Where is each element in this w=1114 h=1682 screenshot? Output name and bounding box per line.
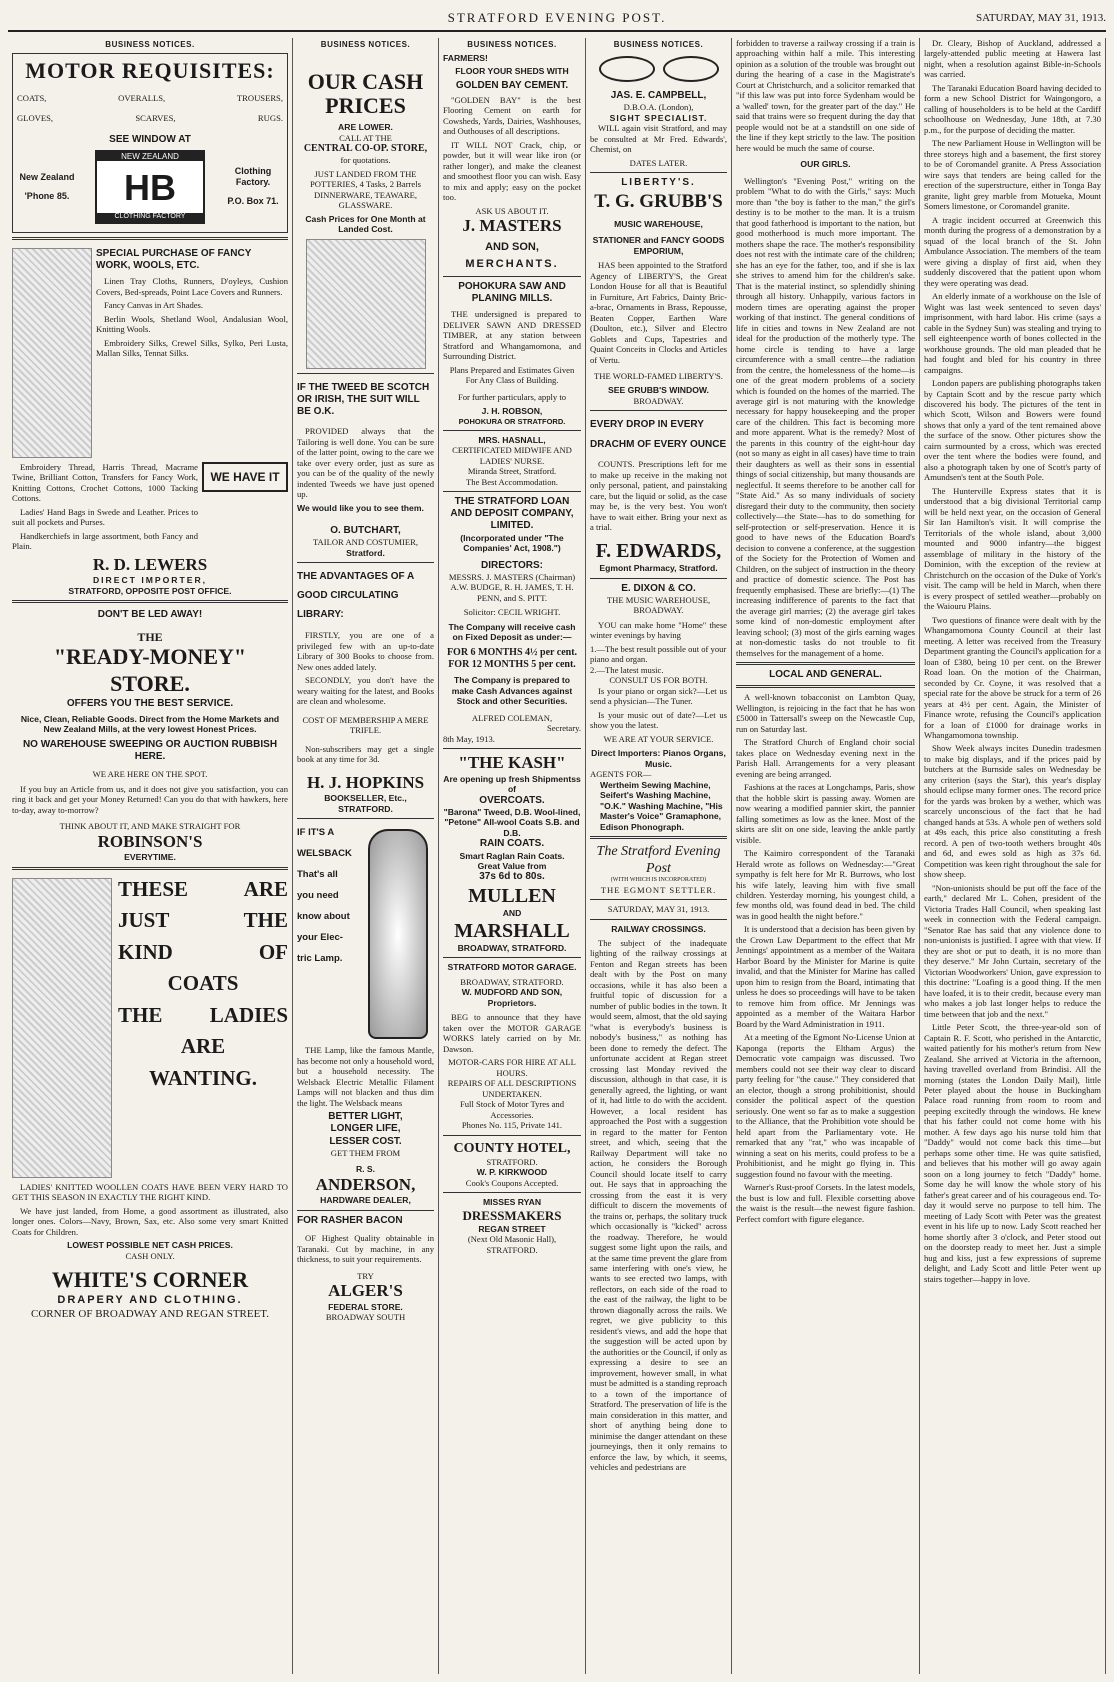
item: GLOVES, [17, 113, 54, 124]
motor-title: MOTOR REQUISITES: [25, 57, 275, 83]
motor-ad [12, 53, 288, 233]
fancy-ad: SPECIAL PURCHASE OF FANCY WORK, WOOLS, ETC. Linen Tray Cloths, Runners, D'oyleys, Cushion Covers, Bed-spreads, Point Lace Covers and Runners. Fancy Canvas in Art Shades. Berlin Wools, Shetland Wool, Andalusian Wool, Knitting Wools. Embroidery Silks, Crewel Silks, Sylko, Peri Lusta, Mallan Silks, Tennat Silks. [12, 244, 288, 462]
see-window: SEE WINDOW AT [109, 133, 191, 145]
the-kash: "THE KASH" [458, 752, 566, 772]
coat-illustration [12, 878, 112, 1178]
item: TROUSERS, [236, 92, 283, 103]
tweed-title: IF THE TWEED BE SCOTCH OR IRISH, THE SUIT WILL BE O.K. [297, 381, 430, 418]
item: RUGS. [257, 113, 283, 124]
our-cash-prices: OUR CASH PRICES [307, 68, 424, 118]
nz-left: New Zealand [19, 171, 75, 182]
column-6: Dr. Cleary, Bishop of Auckland, addressed a largely-attended public meeting at Hawera last night, when a resolution against Bible-in-Schools was carried. The Taranaki Education Board having decided to form a new School District for Waingongoro, a calling of householders is to be held at the Cardiff schoolhouse on Wednesday, June 18th, at 7.30 p.m., for the purpose of deciding the matter. The new Parliament House in Wellington will be three storeys high and a basement, the first storey to be of Coromandel granite. A Press Association wire says that tenders are being called for the erection of the superstructure, either in Tonga Bay granite, light grey marble from Motueka, Mount Somers limestone, or Coromandel granite. A tragic incident occurred at Greenwich this month during the progress of a demonstration by a squad of the local branch of the St. John Ambulance Association. The members of the team were giving a display of first aid, when they suddenly discovered that the patient upon whom they were operating was dead. An elderly inmate of a workhouse on the Isle of Wight was last week sentenced to seven days' imprisonment, with hard labor. His crime (says a cable in the Sydney Sun) was stealing and trying to sell eighteenpence worth of bones collected in the workhouse grounds. The old man pleaded that he had fought and bled for his country in three campaigns. London papers are publishing photographs taken by Captain Scott and by the rescue party which discovered his body. The pictures of the tent in which Scott, Wilson and Bowers were found shows that only a yard of the tent remained above the surface of the snow. Other pictures show the cairn surmounted by a cross, which was erected over the tent where the bodies were found, and also a photograph taken by one of Scott's party of Amundsen's tent at the South Pole. The Hunterville Express states that it is understood that a big divisional Territorial camp will be held next year, on the occasion of General Sir Ian Hamilton's visit. It will comprise the Territorials of the whole island, about 3,000 mounted and 9000 infantry—the biggest assemblage of military in the history of the Dominion, with the exception of the review at Christchurch on the occasion of the Duke of York's visit. The camp will be held in March, when there is every prospect of settled weather—probably on the Waiouru Plains. Two questions of finance were dealt with by the Whangamomona County Council at their last meeting. A letter was received from the Treasury Department granting the Council's application for a loan of £380, being 10 per cent. on the Brewer Road loan. On the motion of the Chairman, seconded by Cr. Coyne, it was resolved that a special rate for the above be struck for a term of 26 years at 4½ per cent. Again, the Minister of Finance wrote, refusing the Council's application for a loan of £1000 for drainage works in Whangamomona township. Show Week always incites Dunedin tradesmen to make big displays, and if the prices paid by butchers at the Burnside sales on Wednesday be any criterion (says the Star), this year's display should eclipse many former ones. The record price for the yards was broken by a wether, which was scarcely unconscious of the fact that he had changed hands at 53s. A whole pen of wethers sold at 49s each, this price also constituting a fresh record. A pen of two-tooth wethers brought 40s and 6d, and ewes sold as high as 37s 6d. Competition was keen right throughout the sale for show sheep. "Non-unionists should be put off the face of the earth," declared Mr L. Cohen, president of the Victoria Trades Hall Council, when speaking last week in connection with the Federal campaign. "Senator Rae has said that any violence done to non-unionists is justified. I agree with that view. If they are shot or put to death, it is no more than they deserve." Mr John Curtain, secretary of the Victorian Woodworkers' Union, gave expression to this doctrine: "Loafing is a good thing. If the men have loafed, it is to their credit, because every man who makes a job last longer helps to reduce the time between that job and the next." Little Peter Scott, the three-year-old son of Captain R. F. Scott, who perished in the Antarctic, waited patiently for his mother's return from New Zealand. She arrived at Victoria in the afternoon, having travelled overland from Brindisi. All the morning (states the London Daily Mail), little Peter played about the house in Buckingham Palace road running from room to room and peeping excitedly through the windows. He knew that his father could not come home with his mother. A few days ago his nurse told him that "Daddy" would not come back this time—but perhaps some other time. He was quite satisfied, and believes that his mother will go away again soon on a long journey to fetch "Daddy" home. Some day he will know the whole story of his father's great career and of his courageous end. To-day it would serve no purpose to tell him. The meeting of Lady Scott with Peter was the greatest event in his life up to now. Lady Scott reached her home shortly after 3 o'clock, and Peter stood out on the doorstep ready to meet her. Just a simple hug and kiss, just a few expressions of supreme delight, and Lady Scott and little Peter went up stairs together—happy in love. [920, 38, 1106, 1674]
lady-illustration [12, 248, 92, 458]
hb-logo: NEW ZEALAND HB CLOTHING FACTORY [95, 150, 205, 224]
column-5: forbidden to traverse a railway crossing if a train is approaching within half a mile. This interesting opinion as a solution of the trouble was brought out during the hearing of a case in the Magistrate's Court at Christchurch, and a solicitor remarked that "if this law was put into force Sydenham would be a 'walled' town, for the greater part of the day." He said that trains were so frequent during the day that people would not be at a standstill on one side of the line if they kept strictly to the law. The position here would be much the same of course. OUR GIRLS. Wellington's "Evening Post," writing on the problem "What to do with the Girls," says: Much more than "the boy is father to the man," the girl's destiny is to be mother to the man. It is a truism that good fatherhood is important to the nation, but good motherhood is much more important. The mothers shape the race. The mother's responsibility does not rest with the intimate care of the children; she has an eye for the father, too, and if she is lax she strives to amend him for the children's sake. That is the material instinct, so splendidly shining through all history. Unhappily, various factors in modern times are operating against the proper working of that instinct. The general conditions of life in cities and towns in New Zealand are not ideal for the production of the motherly type. The home circle is tending to have a large circumference with a small centre—the radiation from the centre, the homelessness of the home—is one of the great modern problems of a society which is founded on the homes of the married. The average girl is not maturing with the knowledge necessary for happy housekeeping and the proper care of the children. This fact is becoming more and more apparent. What is the remedy? Most of the parents in this country of the eight-hour day (not so many as eight in all cases) have time to train their daughters as well as their sons in essential things of social citizenship, but many thousands are neglectful. It seems therefore to be another call for "State Aid." As so many individuals of society disregard their duty to the community, then society collectively—the State—has to do something for self-protection or self-preservation. Hence it is good to have news of the Education Board's decision to convene a conference, at the suggestion of the Society for the Protection of Women and Children, on the subject of instruction in the theory and practice of domestic science. The Post has frequently emphasised. These are briefly:—(1) The increasing indifference of parents to the fact that the average girl marries; (2) the average girl takes some kind of non-domestic employment after leaving school; (3) most of the girls earning wages at non-domestic tasks do not trouble to fit themselves for the management of a home. LOCAL AND GENERAL. A well-known tobacconist on Lambton Quay, Wellington, is rejoicing in the fact that he has won £5000 in Tattersall's sweep on the Newcastle Cup, run on Saturday last. The Stratford Church of England choir social takes place on Wednesday evening next in the Parish Hall. Arrangements for a very pleasant evening are being arranged. Fashions at the races at Longchamps, Paris, show that the hobble skirt is passing away. Women are now wearing a modified pannier skirt, the pannier falling sometimes as low as the knee. Most of the skirts are slit on one side, leaving the ankle partly visible. The Kaimiro correspondent of the Taranaki Herald wrote as follows on Wednesday:—"Great sympathy is felt here for Mr R. Burrows, who lost his wife lately, leaving him with five small children. Yesterday morning, his youngest child, a few months old, was found dead in bed. The child was in good health the night before." It is understood that a decision has been given by the Crown Law Department to the effect that Mr Jennings' appointment as a member of the Waitara Harbor Board by the Minister for Marine is quite invalid, and that the Minister for Marine has called upon him to resign from the Board, intimating that unless he does so proceedings will have to be taken to remove him from office. Mr Jennings was appointed as a member of the Waitara Harbor Board by the Ward Administration in 1911. At a meeting of the Egmont No-License Union at Kaponga (reports the Eltham Argus) the Democratic vote campaign was discussed. Two members could not see their way clear to discard party feeling for "the cause." They considered that an elector, though a strong prohibitionist, should consider the political aspect of the question seriously. One went so far as to make a suggestion to the Alliance, that the Prohibition vote should be held apart from the Parliamentary vote. He remarked that any "rat," who was incapable of winning a seat on his merits, could profess to be a Prohibitionist, and he might go flying in. This suggestion found no favour with the meeting. Warner's Rust-proof Corsets. In the latest models, the bust is low and full. Flexible corsetting above the waist is the result—the newest figure fashion. Perfect comfort with figure elegance. [732, 38, 920, 1674]
we-have-it-stamp: WE HAVE IT [202, 462, 288, 492]
masthead-title: STRATFORD EVENING POST. [447, 10, 667, 25]
pram-illustration [306, 239, 426, 369]
phone: 'Phone 85. [24, 190, 70, 201]
column-1: BUSINESS NOTICES. MOTOR REQUISITES: COATS, OVERALLS, TROUSERS, GLOVES, SCARVES, RUGS. SEE WINDOW AT New Zealand 'Phone 85. NEW ZEALAND HB CLOTHING FACTORY Clothing Factory. P.O. Box 71. SPECIAL PURCHASE OF FANCY WORK, WOOLS, ETC. Linen Tray Cloths, Runners, D'oyleys, Cushion Covers, Bed-spreads, Point Lace Covers and Runners. Fancy Canvas in Art Shades. Berlin Wools, Shetland Wool, Andalusian Wool, Knitting Wools. Embroidery Silks, Crewel Silks, Sylko, Peri Lusta, Mallan Silks, Tennat Silks. Embroidery Thread, Harris Thread, Macrame Twine, Brilliant Cotton, Transfers for Fancy Work, Knitting Cottons, Crochet Cottons, 1000 Tacking Cottons. Ladies' Hand Bags in Swede and Leather. Prices to suit all pockets and Purses. Handkerchiefs in large assortment, both Fancy and Plain. WE HAVE IT R. D. LEWERS DIRECT IMPORTER, STRATFORD, OPPOSITE POST OFFICE. DON'T BE LED AWAY! THE "READY-MONEY" STORE. OFFERS YOU THE BEST SERVICE. Nice, Clean, Reliable Goods. Direct from the Home Markets and New Zealand Mills, at the very lowest Honest Prices. NO WAREHOUSE SWEEPING OR AUCTION RUBBISH HERE. WE ARE HERE ON THE SPOT. If you buy an Article from us, and it does not give you satisfaction, you can ring it back and get your Money Returned! Can you do that with hawkers, here to-day, away to-morrow? THINK ABOUT IT, AND MAKE STRAIGHT FOR ROBINSON'S EVERYTIME. THESE ARE JUST THE KIND OF COATS THE LADIES ARE WANTING. LADIES' KNITTED WOOLLEN COATS HAVE BEEN VERY HARD TO GET THIS SEASON IN EXACTLY THE RIGHT KIND. We have just landed, from Home, a good assortment as illustrated, also longer ones. Colors—Navy, Brown, Sax, etc. Also some very smart Knitted Coats for Children. LOWEST POSSIBLE NET CASH PRICES. CASH ONLY. WHITE'S CORNER DRAPERY AND CLOTHING. CORNER OF BROADWAY AND REGAN STREET. [8, 38, 293, 1674]
item: OVERALLS, [118, 92, 166, 103]
whites-corner: WHITE'S CORNER [51, 1267, 249, 1293]
grubbs: T. G. GRUBB'S [594, 190, 723, 212]
item: COATS, [17, 92, 47, 103]
section-header: BUSINESS NOTICES. [105, 40, 195, 49]
algers: ALGER'S [328, 1281, 403, 1301]
lewers-name: R. D. LEWERS [92, 554, 208, 574]
spectacles-icon [590, 56, 727, 84]
library-title: THE ADVANTAGES OF A GOOD CIRCULATING LIBRARY: [297, 571, 414, 621]
right1: Clothing Factory. [234, 166, 272, 188]
paper-title: The Stratford Evening Post [596, 844, 721, 877]
pobox: P.O. Box 71. [227, 196, 279, 207]
column-4: BUSINESS NOTICES. JAS. E. CAMPBELL, D.B.O.A. (London), SIGHT SPECIALIST. WILL again visit Stratford, and may be consulted at Mr Fred. Edwards', Chemist, on DATES LATER. LIBERTY'S. T. G. GRUBB'S MUSIC WAREHOUSE, STATIONER and FANCY GOODS EMPORIUM, HAS been appointed to the Stratford Agency of LIBERTY'S, the Great London House for all that is Beautiful in Furniture, Art Fabrics, Dainty Bric-a-brac, Ornaments in Brass, Repousse, Beaten Copper, Earthen Ware (Doulton, etc.), Silver and Electro Goblets and Cups, Tapestries and Quaint Conceits in Clocks and Articles of Vertu. THE WORLD-FAMED LIBERTY'S. SEE GRUBB'S WINDOW. BROADWAY. EVERY DROP IN EVERY DRACHM OF EVERY OUNCE COUNTS. Prescriptions left for me to make up receive in the making not only personal, patient, and painstaking care, but the liquid or solid, as the case may be, is the very best. You won't have to wait either. Bring your next as a trial. F. EDWARDS, Egmont Pharmacy, Stratford. E. DIXON & CO. THE MUSIC WAREHOUSE, BROADWAY. YOU can make home "Home" these winter evenings by having 1.—The best result possible out of your piano and organ. 2.—The latest music. CONSULT US FOR BOTH. Is your piano or organ sick?—Let us send a physician—The Tuner. Is your music out of date?—Let us show you the latest. WE ARE AT YOUR SERVICE. Direct Importers: Pianos Organs, Music. AGENTS FOR— Wertheim Sewing Machine, Seifert's Washing Machine, "O.K." Washing Machine, "His Master's Voice" Gramaphone, Edison Phonograph. The Stratford Evening Post (WITH WHICH IS INCORPORATED) THE EGMONT SETTLER. SATURDAY, MAY 31, 1913. RAILWAY CROSSINGS. The subject of the inadequate lighting of the railway crossings at Fenton and Regan streets has been dealt with by the Post on many occasions, while it has also been a fruitful topic of discussion for a number of public bodies in the town. It would seem, almost, that the old saying "what is everybody's business is nobody's business," as nothing has been done to remedy the defect. The unfortunate accident at Regan street crossing last Monday revived the discussion, although in that case, it is generally agreed, the lighting, or want of it, had little to do with the accident. However, a local resident has approached the Post with a suggestion in regard to the matter for Fenton street, and which, seeing that the Railway Department will take no action, he considers the Borough Council should locate itself to carry out. He says that in approaching the crossing from the east it is very difficult to discern the movements of the trains or, perhaps, the solitary truck which occasionally is "kicked" across the roadway. Therefore, he would suggest some light upon the rails, and at the same time prevent the glare from same interfering with one's view, he wants to see erected two lamps, with reflectors, on each side of the road to the east of the railway, the light to be thrown diagonally across the rails. We regret, we give publicity to this resident's views, and add the hope that the suggestion will be acted upon by the authorities or the Council, if only as expressing a desire to see an improvement, however small, in what must be admitted is a standing reproach to a town of the importance of Stratford. The preservation of life is the main consideration in this matter, and short of anything being done to minimise the danger attendant on these journeyings, then it only remains to enforce the law, by which, it seems, vehicles and pedestrians are [586, 38, 732, 1674]
lamp-illustration [368, 829, 428, 1039]
edwards: F. EDWARDS, [595, 539, 722, 562]
ready-money-title: "READY-MONEY" STORE. [53, 644, 247, 696]
column-2: BUSINESS NOTICES. OUR CASH PRICES ARE LOWER. CALL AT THE CENTRAL CO-OP. STORE, for quotations. JUST LANDED FROM THE POTTERIES, 4 Tasks, 2 Barrels DINNERWARE, TEAWARE, GLASSWARE. Cash Prices for One Month at Landed Cost. IF THE TWEED BE SCOTCH OR IRISH, THE SUIT WILL BE O.K. PROVIDED always that the Tailoring is well done. You can be sure of the latter point, owing to the care we take over every order, just as sure as you can be of the quality of the newly indented Tweeds we have just opened up. We would like you to see them. O. BUTCHART, TAILOR AND COSTUMIER, Stratford. THE ADVANTAGES OF A GOOD CIRCULATING LIBRARY: FIRSTLY, you are one of a privileged few with an up-to-date Library of 300 Books to choose from. New ones added lately. SECONDLY, you don't have the weary waiting for the latest, and Books are clean and wholesome. COST OF MEMBERSHIP A MERE TRIFLE. Non-subscribers may get a single book at any time for 3d. H. J. HOPKINS BOOKSELLER, Etc., STRATFORD. IF IT'S A WELSBACK That's all you need know about your Elec- tric Lamp. THE Lamp, like the famous Mantle, has become not only a household word, but a household necessity. The Welsback Electric Metallic Filament Lamps will not blacken and thus dim the light. The Welsback means BETTER LIGHT, LONGER LIFE, LESSER COST. GET THEM FROM R. S. ANDERSON, HARDWARE DEALER, FOR RASHER BACON OF Highest Quality obtainable in Taranaki. Cut by machine, in any thickness, to suit your requirements. TRY ALGER'S FEDERAL STORE. BROADWAY SOUTH [293, 38, 439, 1674]
item: SCARVES, [135, 113, 176, 124]
hopkins: H. J. HOPKINS [306, 772, 425, 792]
column-3: BUSINESS NOTICES. FARMERS! FLOOR YOUR SHEDS WITH GOLDEN BAY CEMENT. "GOLDEN BAY" is the best Flooring Cement on earth for Cowsheds, Yards, Dairies, Washhouses, and Outhouses of all descriptions. IT WILL NOT Crack, chip, or powder, but it will wear like iron (or rather longer), and make the cleanest and smoothest floor you can wish. Easy to mix and apply; easy on the pocket too. ASK US ABOUT IT. J. MASTERS AND SON, MERCHANTS. POHOKURA SAW AND PLANING MILLS. THE undersigned is prepared to DELIVER SAWN AND DRESSED TIMBER, at any station between Stratford and Whangamomona, and Surrounding District. Plans Prepared and Estimates Given For Any Class of Building. For further particulars, apply to J. H. ROBSON, POHOKURA OR STRATFORD. MRS. HASNALL, CERTIFICATED MIDWIFE AND LADIES' NURSE. Miranda Street, Stratford. The Best Accommodation. THE STRATFORD LOAN AND DEPOSIT COMPANY, LIMITED. (Incorporated under "The Companies' Act, 1908.") DIRECTORS: MESSRS. J. MASTERS (Chairman) A.W. BUDGE, R. H. JAMES, T. H. PENN, and S. PITT. Solicitor: CECIL WRIGHT. The Company will receive cash on Fixed Deposit as under:— FOR 6 MONTHS 4½ per cent. FOR 12 MONTHS 5 per cent. The Company is prepared to make Cash Advances against Stock and other Securities. ALFRED COLEMAN, Secretary. 8th May, 1913. "THE KASH" Are opening up fresh Shipmentss of OVERCOATS. "Barona" Tweed, D.B. Wool-lined, "Petone" All-wool Coats S.B. and D.B. RAIN COATS. Smart Raglan Rain Coats. Great Value from 37s 6d to 80s. MULLEN AND MARSHALL BROADWAY, STRATFORD. STRATFORD MOTOR GARAGE. BROADWAY, STRATFORD. W. MUDFORD AND SON, Proprietors. BEG to announce that they have taken over the MOTOR GARAGE WORKS lately carried on by Mr. Dawson. MOTOR-CARS FOR HIRE AT ALL HOURS. REPAIRS OF ALL DESCRIPTIONS UNDERTAKEN. Full Stock of Motor Tyres and Accessories. Phones No. 115, Private 141. COUNTY HOTEL, STRATFORD. W. P. KIRKWOOD Cook's Coupons Accepted. MISSES RYAN DRESSMAKERS REGAN STREET (Next Old Masonic Hall), STRATFORD. [439, 38, 586, 1674]
masthead [8, 8, 1106, 32]
robinsons: ROBINSON'S [97, 831, 203, 851]
anderson: ANDERSON, [315, 1174, 416, 1194]
dont-led: DON'T BE LED AWAY! [97, 609, 203, 621]
fancy-title: SPECIAL PURCHASE OF FANCY WORK, WOOLS, ETC. [96, 247, 252, 271]
masthead-date: SATURDAY, MAY 31, 1913. [976, 12, 1106, 24]
masters: J. MASTERS [462, 216, 562, 236]
